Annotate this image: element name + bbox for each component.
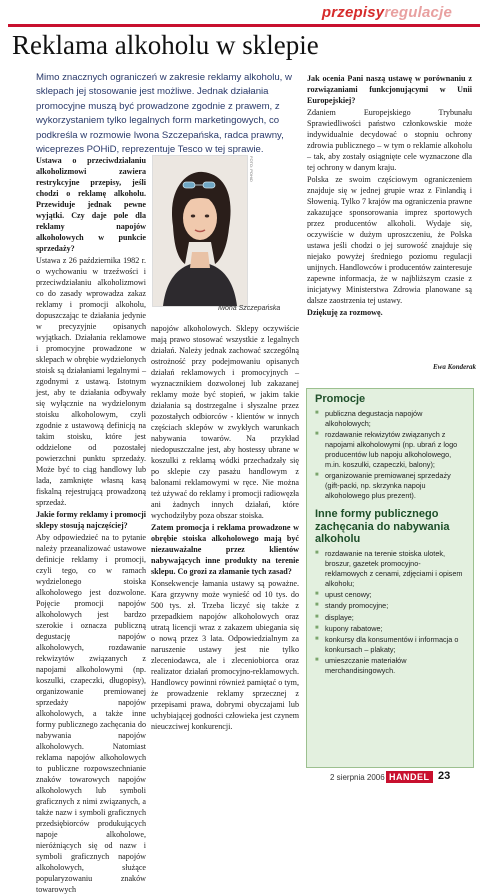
paragraph: napojów alkoholowych. Sklepy oczywiście mają prawo stosować wszystkie z legalnych działań. Należy jednak zachować szczególną ostrożność przy podejmowaniu opisanych działań reklamowych i promocyjnych – wyznacznikiem dozwolonej lub zakazanej reklamy może być stopień, w jakim takie działania są dostrzegalne i słyszalne przez pozostałych odbiorców - klientów w innych częściach sklepów w zwykłych warunkach nabywania towarów. Na przykład niedopuszczalne jest, aby hostessy ubrane w koszulki z reklamą wódki przechadzały się po sklepie czy pasażu handlowym z balonami reklamowymi w ręce. Nie można też używać do reklamy i promocji radiowęzła ani żadnych innych działań, które wychodziłyby poza obszar stoiska. [151, 324, 299, 520]
issue-date: 2 sierpnia 2006 [330, 773, 385, 782]
list-item: ■ konkursy dla konsumentów i informacja o konkursach – plakaty; [315, 635, 465, 655]
list-item: ■ rozdawanie na terenie stoiska ulotek, broszur, gazetek promocyjno- reklamowych z cenami, zdjęciami i opisem alkoholu; [315, 549, 465, 589]
box-title-promocje: Promocje [315, 393, 366, 405]
list-item: ■ standy promocyjne; [315, 601, 465, 611]
portrait-illustration [153, 156, 247, 306]
article-title: Reklama alkoholu w sklepie [12, 30, 319, 60]
list-item: ■ upust cenowy; [315, 590, 465, 600]
question: Ustawa o przeciwdziałaniu alkoholizmowi zawiera restrykcyjne przepisy, jeśli chodzi o reklamę alkoholu. Przewiduje jednak pewne wyjątki. Czy daje pole dla reklamy napojów alkoholowych w punkcie sprzedaży? [36, 156, 146, 253]
list-item: ■ organizowanie premiowanej sprzedaży (gift-packi, np. skrzynka napoju alkoholowego plus prezent). [315, 471, 465, 501]
closing-line: Dziękuję za rozmowę. [307, 308, 383, 317]
page-number: 23 [438, 770, 451, 782]
list-item: ■ umieszczanie materiałów merchandisingowych. [315, 656, 465, 676]
box-title-inne-formy: Inne formy publicznego zachęcania do nabywania alkoholu [315, 508, 450, 546]
author-signature: Ewa Konderak [433, 363, 476, 371]
column-1 [36, 155, 146, 894]
portrait-photo [152, 155, 248, 307]
sidebar-box [306, 388, 474, 768]
section-header [322, 4, 452, 21]
question: Jak ocenia Pani naszą ustawę w porównaniu z rozwiązaniami funkcjonującymi w Unii Europejskiej? [307, 74, 472, 105]
promocje-list [307, 409, 473, 502]
paragraph: Polska ze swoim częściowym ograniczeniem znajduje się w jednej grupie wraz z Finlandią i Słowenią. Tylko 7 krajów ma ograniczenia prawne zakazujące sponsorowania imprez sportowych przez producentów alkoholi. Wydaje się, oczywiście w dużym uproszczeniu, że Polska ustawa jeśli chodzi o jej surowość znajduje się niejako powyżej średniego poziomu regulacji unijnych. Handlowców i producentów zainteresuje zapewne informacja, że w najbliższym czasie z inicjatywy Ministerstwa Zdrowia planowane są dalsze zaostrzenia tej ustawy. [307, 175, 472, 305]
list-item: ■ publiczna degustacja napojów alkoholowych; [315, 409, 465, 429]
section-label-regulacje: regulacje [384, 4, 452, 21]
article-lead: Mimo znacznych ograniczeń w zakresie reklamy alkoholu, w sklepach jej stosowanie jest możliwe. Jednak działania promocyjne muszą być prowadzone zgodnie z prawem, z wykorzystaniem tylko legalnych form marketingowych, co podkreśla w rozmowie Iwona Szczepańska, radca prawny, wiceprezes POHiD, reprezentuje Tesco w tej sprawie. [36, 72, 292, 155]
answer: Ustawa z 26 października 1982 r. o wychowaniu w trzeźwości i przeciwdziałaniu alkoholizmowi co do zasady wprowadza zakaz reklamy i promocji alkoholu, dopuszczając te działania jedynie w precyzyjnie opisanych wyjątkach. Działania reklamowe i promocyjne prowadzone w sklepach w obrębie wydzielonych stoisk są działaniami legalnymi – zgodnymi z ustawą. Istotnym jest, aby te działania odbywały się wyłącznie na wydzielonym stoisku alkoholowym, czyli zgodnie z ustawową definicją na takim stoisku, które jest oddzielone od pozostałej powierzchni punktu sprzedaży. Może być to ciąg handlowy lub lada, zamknięte własną kasą fiskalną rejestrującą prowadzoną sprzedaż. [36, 256, 146, 507]
answer: Aby odpowiedzieć na to pytanie należy przeanalizować ustawowe definicje reklamy i promocji, czyli tego, co w ramach wydzielonego stoiska alkoholowego jest dozwolone. Pojęcie promocji napojów alkoholowych jest bardzo szerokie i oznacza publiczną degustację napojów alkoholowych, rozdawanie rekwizytów związanych z napojami alkoholowymi (np. koszulki, czapeczki, długopisy), organizowanie premiowanej sprzedaży napojów alkoholowych, a także inne formy publicznego zachęcania do nabywania napojów alkoholowych. Natomiast reklama napojów alkoholowych to publiczne rozpowszechnianie znaków towarowych napojów alkoholowych lub symboli graficznych z nimi związanych, a także nazw i symboli graficznych przedsiębiorców produkujących napoje alkoholowe, nieróżniących się od nazw i symboli graficznych napojów alkoholowych, służące popularyzowaniu znaków towarowych [36, 533, 146, 894]
photo-credit: FOTO: POHiD [249, 156, 254, 182]
photo-caption: Iwona Szczepańska [218, 305, 281, 312]
inne-formy-list [307, 549, 473, 676]
question: Jakie formy reklamy i promocji sklepy stosują najczęściej? [36, 510, 146, 530]
top-rule [8, 24, 480, 27]
question: Zatem promocja i reklama prowadzone w obrębie stoiska alkoholowego mają być niezauważalne przez klientów nabywających inne produkty na terenie sklepu. Co grozi za złamanie tych zasad? [151, 523, 299, 576]
section-label-przepisy: przepisy [321, 4, 385, 21]
answer: Konsekwencje łamania ustawy są poważne. Kara grzywny może wynieść od 10 tys. do 500 tys. zł. Trzeba liczyć się także z przepadkiem napojów alkoholowych oraz utratą licencji wraz z zakazem ubiegania się o nową przez 3 lata. Odpowiedzialnym za naruszenie ustawy jest nie tylko zleceniodawca, ale i zleceniobiorca oraz realizator działań promocyjno-reklamowych. Handlowcy powinni również pamiętać o tym, że prowadzenie reklamy sprzecznej z przepisami prawa, dobrymi obyczajami lub uchybiającej godności człowieka jest czynem nieuczciwej konkurencji. [151, 579, 299, 731]
column-2 [151, 323, 299, 768]
magazine-logo: HANDEL [386, 771, 433, 783]
answer: Zdaniem Europejskiego Trybunału Sprawiedliwości państwo członkowskie może indywidualnie decydować o stopniu ochrony zdrowia publicznego – w tym o reklamie alkoholu – tak, aby zostały osiągnięte cele wyznaczone dla tej ochrony w danym kraju. [307, 108, 472, 172]
list-item: ■ kupony rabatowe; [315, 624, 465, 634]
list-item: ■ rozdawanie rekwizytów związanych z napojami alkoholowymi (np. ubrań z logo producentów lub napoju alkoholowego, m.in. koszulki, czapeczki, balony); [315, 430, 465, 470]
column-3 [307, 73, 472, 375]
list-item: ■ displaye; [315, 613, 465, 623]
